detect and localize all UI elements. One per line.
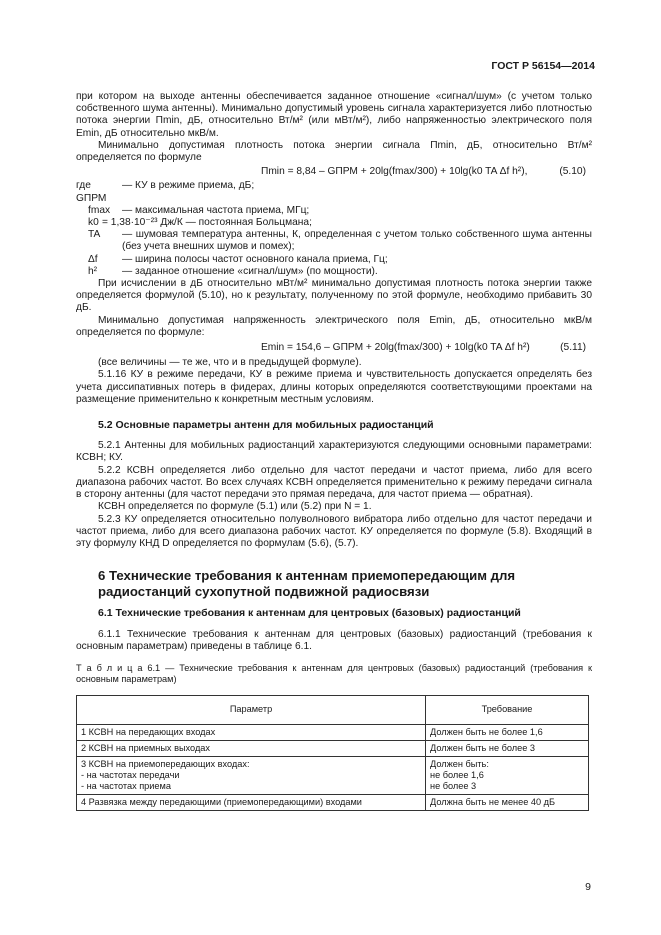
definition-symbol: k0 [88,217,99,229]
definition-row [76,254,592,266]
definition-symbol: fmax [88,204,111,216]
section-6-1-title: 6.1 Технические требования к антеннам для центровых (базовых) радиостанций [98,607,521,620]
definitions-list [76,180,592,278]
section-6-title: 6 Технические требования к антеннам приемопередающим для радиостанций сухопутной подвижной радиосвязи [98,568,516,599]
table-header-cell: Параметр [77,695,426,724]
table-cell-req: Должен быть не более 3 [426,740,589,756]
definition-text: — максимальная частота приема, МГц; [122,204,310,216]
definition-row [76,266,592,278]
paragraph-mw: При исчислении в дБ относительно мВт/м² минимально допустимая плотность потока энергии также определяется формулой (5.10), но к результату, полученному по этой формуле, необходимо прибавить 30 дБ. [76,278,592,314]
paragraph-5-2-3: 5.2.3 КУ определяется относительно полуволнового вибратора либо отдельно для частот передачи и частот приема, либо для всего диапазона рабочих частот. КУ определяется по формуле (5.8). Входящий в эту формулу КНД D определяется по формулам (5.6), (5.7). [76,513,592,549]
table-row [77,724,589,740]
definition-text: = 1,38·10⁻²³ Дж/К — постоянная Больцмана; [102,217,312,229]
formula-5-10-text: Пmin = 8,84 – GПРМ + 20lg(fmax/300) + 10lg(k0 TA Δf h²), [261,166,528,178]
table-caption: Т а б л и ц а 6.1 — Технические требования к антеннам для центровых (базовых) радиостанций (требования к основным параметрам) [76,662,592,684]
definition-symbol: h² [88,265,98,277]
paragraph-5-1-16: 5.1.16 КУ в режиме передачи, КУ в режиме приема и чувствительность допускается определять без учета диссипативных потерь в фидерах, длины которых определяются соответствующими проектами на размещение применительно к конкретным местным условиям. [76,369,592,405]
definition-symbol: TA [88,229,101,241]
table-cell-param: 3 КСВН на приемопередающих входах: - на частотах передачи - на частотах приема [77,756,426,794]
formula-5-11-number: (5.11) [560,342,586,354]
paragraph-kcvn: КСВН определяется по формуле (5.1) или (5.2) при N = 1. [98,501,372,513]
paragraph-5-2-1: 5.2.1 Антенны для мобильных радиостанций характеризуются следующими основными параметрами: КСВН; КУ. [76,440,592,464]
requirements-table [76,695,589,811]
page-content [76,91,592,811]
table-cell-param: 4 Развязка между передающими (приемопередающими) входами [77,794,426,810]
table-cell-param: 1 КСВН на передающих входах [77,724,426,740]
formula-5-10-number: (5.10) [559,166,586,178]
formula-5-10 [76,166,592,178]
definition-symbol: где GПРМ [76,180,107,204]
definition-row [76,217,592,229]
formula-5-11-text: Emin = 154,6 – GПРМ + 20lg(fmax/300) + 10lg(k0 TA Δf h²) [261,342,530,354]
definition-text: — ширина полосы частот основного канала приема, Гц; [122,253,388,265]
definition-text: — КУ в режиме приема, дБ; [122,180,255,192]
table-row [77,756,589,794]
table-cell-req: Должен быть: не более 1,6 не более 3 [426,756,589,794]
intro-paragraph-2: Минимально допустимая плотность потока энергии сигнала Пmin, дБ, относительно Вт/м² определяется по формуле [76,139,592,164]
formula-5-11 [76,342,592,354]
paragraph-5-2-2: 5.2.2 КСВН определяется либо отдельно для частот передачи и частот приема, либо для всего диапазона рабочих частот. Во всех случаях КСВН определяется применительно к режиму передачи сигнала в сторону антенны (для частот передачи это прямая передача, для частот приема — обратная). [76,464,592,501]
paragraph-same-values: (все величины — те же, что и в предыдущей формуле). [98,357,362,369]
table-cell-req: Должен быть не более 1,6 [426,724,589,740]
section-5-2-title: 5.2 Основные параметры антенн для мобильных радиостанций [98,419,434,432]
paragraph-emin: Минимально допустимая напряженность электрического поля Emin, дБ, относительно мкВ/м определяется по формуле: [76,314,592,338]
table-cell-req: Должна быть не менее 40 дБ [426,794,589,810]
definition-text: — шумовая температура антенны, К, определенная с учетом только собственного шума антенны (без учета внешних шумов и помех); [122,229,592,253]
definition-row [76,205,592,217]
definition-row [76,229,592,253]
standard-header: ГОСТ Р 56154—2014 [491,60,595,72]
table-header-cell: Требование [426,695,589,724]
definition-text: — заданное отношение «сигнал/шум» (по мощности). [122,265,378,277]
intro-paragraph: при котором на выходе антенны обеспечивается заданное отношение «сигнал/шум» (с учетом только собственного шума антенны). Минимально допустимый уровень сигнала характеризуется либо плотностью потока энергии Пmin, дБ, относительно Вт/м² (или мВт/м²), либо напряженностью электрического поля Emin, дБ относительно мкВ/м. [76,91,592,139]
definition-row [76,180,592,204]
table-cell-param: 2 КСВН на приемных выходах [77,740,426,756]
table-row [77,740,589,756]
table-row [77,794,589,810]
definition-symbol: Δf [88,253,98,265]
table-header-row [77,695,589,724]
page-number: 9 [585,881,591,893]
paragraph-6-1-1: 6.1.1 Технические требования к антеннам для центровых (базовых) радиостанций (требования к основным параметрам) приведены в таблице 6.1. [76,628,592,652]
